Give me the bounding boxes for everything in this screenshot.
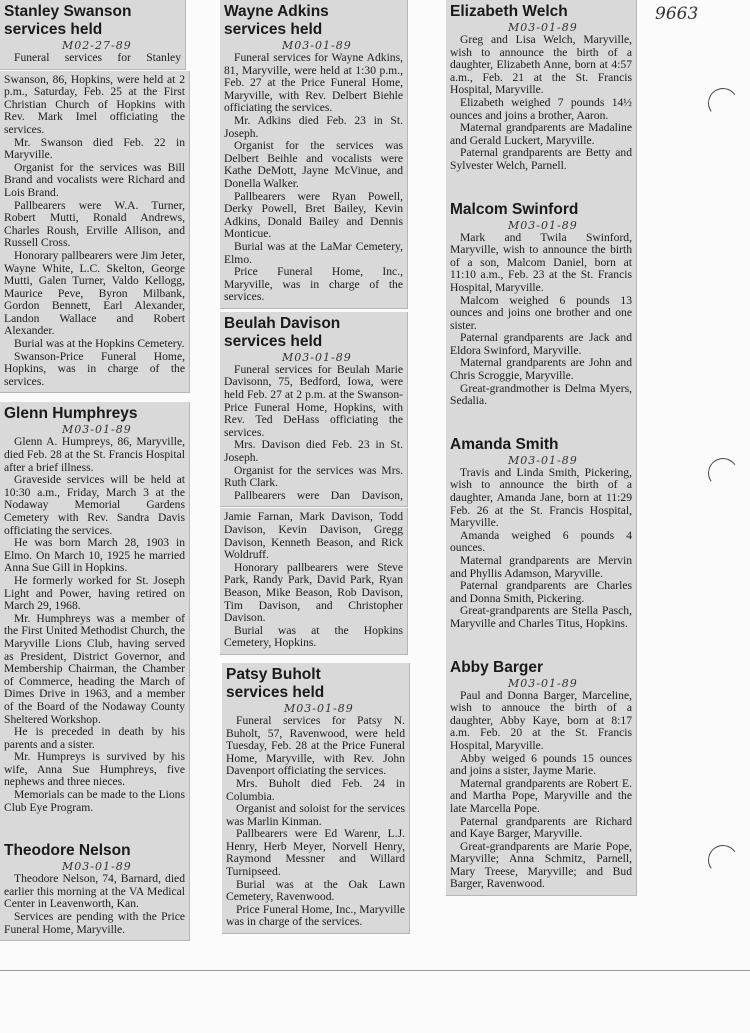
article-paragraph: Great-grandparents are Marie Pope, Maryville; Anna Schmitz, Parnell, Mary Treese, Maryville; and Bud Barger, Ravenwood. (450, 839, 632, 891)
article-paragraph: Greg and Lisa Welch, Maryville, wish to announce the birth of a daughter, Elizabeth Anne, born at 4:57 a.m., Feb. 21 at the St. Francis Hospital, Maryville. (450, 33, 632, 97)
handwritten-date-note: M03-01-89 (282, 350, 352, 364)
article-paragraph: Organist for the services was Bill Brand and vocalists were Richard and Lois Brand. (4, 160, 185, 199)
page-edge-line (0, 970, 750, 971)
news-article (4, 405, 185, 814)
handwritten-date-note: M03-01-89 (508, 453, 578, 467)
article-headline: services held (224, 21, 323, 38)
article-paragraph: Honorary pallbearers were Steve Park, Randy Park, David Park, Ryan Beason, Mike Beason, Rob Davison, Tim Davison, and Christopher Davison. (224, 560, 403, 625)
article-paragraph: Funeral services for Wayne Adkins, 81, Maryville, were held at 1:30 p.m., Feb. 27 at the Price Funeral Home, Maryville, with Rev. Delbert Biehle officiating the services. (224, 51, 403, 115)
article-paragraph: Burial was at the LaMar Cemetery, Elmo. (224, 239, 403, 266)
article-paragraph: Swanson-Price Funeral Home, Hopkins, was in charge of the services. (4, 349, 185, 388)
handwritten-date-note: M03-01-89 (62, 423, 132, 437)
article-paragraph: Theodore Nelson, 74, Barnard, died earlier this morning at the VA Medical Center in Leavenworth, Kan. (4, 872, 185, 911)
article-paragraph: Amanda weighed 6 pounds 4 ounces. (450, 528, 632, 555)
article-paragraph: Pallbearers were Ed Warenr, L.J. Henry, Herb Meyer, Norvell Henry, Raymond Messner and Willard Turnipseed. (226, 827, 405, 879)
article-paragraph: Organist and soloist for the services was Marlin Kinman. (226, 802, 405, 828)
handwritten-date-note: M03-01-89 (282, 39, 352, 52)
news-article (450, 659, 632, 892)
article-paragraph: Funeral services for Patsy N. Buholt, 57, Ravenwood, were held Tuesday, Feb. 28 at the Price Funeral Home, Maryville, with Rev. John Davenport officiating the services. (226, 713, 405, 778)
article-headline: Stanley Swanson (4, 3, 132, 20)
article-headline: Wayne Adkins (224, 3, 329, 20)
article-paragraph: Graveside services will be held at 10:30 a.m., Friday, March 3 at the Nodaway Memorial Gardens Cemetery with Rev. Sandra Davis officiating the services. (4, 473, 185, 537)
article-paragraph: Price Funeral Home, Inc., Maryville, was in charge of the services. (224, 265, 403, 304)
clipping-wayne-adkins (220, 0, 408, 309)
article-paragraph: Pallbearers were Ryan Powell, Derky Powell, Bret Bailey, Kevin Adkins, Donald Bailey and Dennis Monticue. (224, 189, 403, 241)
article-paragraph: Jamie Farnan, Mark Davison, Todd Davison, Kevin Davison, Gregg Davison, Kenneth Beason, and Rick Woldruff. (224, 510, 403, 562)
article-headline: Theodore Nelson (4, 842, 131, 860)
article-paragraph: Mr. Adkins died Feb. 23 in St. Joseph. (224, 113, 403, 140)
article-headline: Elizabeth Welch (450, 3, 568, 20)
news-article (450, 436, 632, 631)
article-paragraph: Paul and Donna Barger, Marceline, wish to annouce the birth of a daughter, Abby Kaye, born at 8:17 a.m. Feb. 20 at the St. Francis Hospital, Maryville. (450, 688, 632, 752)
article-paragraph: Organist for the services was Delbert Beihle and vocalists were Kathe DeMott, Jayne McVinue, and Donella Walker. (224, 139, 403, 190)
article-paragraph: Funeral services for Stanley (14, 51, 181, 64)
article-headline: Malcom Swinford (450, 200, 579, 218)
article-paragraph: Mr. Humpreys is survived by his wife, Anna Sue Humphreys, five nephews and three nieces. (4, 750, 185, 789)
clipping-beulah-davison-body (220, 508, 408, 655)
column-middle (220, 0, 410, 934)
article-headline: Glenn Humphreys (4, 405, 138, 423)
article-headline: Beulah Davison (224, 314, 341, 332)
news-article (450, 201, 632, 408)
news-article (224, 315, 403, 503)
article-headline: Abby Barger (450, 658, 544, 676)
article-paragraph: Mr. Humphreys was a member of the First United Methodist Church, the Maryville Lions Club, having served as President, District Governor, and Membership Chairman, the Chamber of Commerce, heading the March of Dimes Drive in 1963, and a member of the Board of the Nodaway County Sheltered Workshop. (4, 611, 185, 726)
article-paragraph: Maternal grandparents are Mervin and Phyllis Adamson, Maryville. (450, 554, 632, 580)
news-article (4, 3, 181, 65)
article-paragraph: Mrs. Buholt died Feb. 24 in Columbia. (226, 776, 405, 803)
article-paragraph: Maternal grandparents are Robert E. and Martha Pope, Maryville and the late Marcella Pope. (450, 776, 632, 815)
article-paragraph: Glenn A. Humpreys, 86, Maryville, died Feb. 28 at the St. Francis Hospital after a brief illness. (4, 435, 185, 474)
article-paragraph: Travis and Linda Smith, Pickering, wish to announce the birth of a daughter, Amanda Jane, born at 11:29 Feb. 26 at the St. Francis Hospital, Maryville. (450, 465, 632, 530)
article-paragraph: Honorary pallbearers were Jim Jeter, Wayne White, L.C. Skelton, George Mutti, Galen Turner, Valdo Kellogg, Maurice Peve, Byron Milbank, Gordon Bennett, Earl Alexander, Landon Wallace and Robert Alexander. (4, 248, 185, 338)
article-paragraph: Mr. Swanson died Feb. 22 in Maryville. (4, 135, 185, 162)
column-right (446, 0, 637, 896)
article-paragraph: Paternal grandparents are Charles and Donna Smith, Pickering. (450, 579, 632, 605)
article-paragraph: Elizabeth weighed 7 pounds 14½ ounces and joins a brother, Aaron. (450, 95, 632, 122)
news-article (450, 3, 632, 173)
article-paragraph: Mark and Twila Swinford, Maryville, wish to announce the birth of a son, Malcom Daniel, born at 11:10 a.m., Feb. 23 at the St. Francis Hospital, Maryville. (450, 230, 632, 294)
article-paragraph: Burial was at the Oak Lawn Cemetery, Ravenwood. (226, 877, 405, 904)
clipping-stanley-swanson-body (0, 71, 190, 394)
handwritten-date-note: M03-01-89 (62, 860, 132, 874)
handwritten-date-note: M02-27-89 (62, 39, 132, 52)
news-article (4, 842, 185, 936)
article-paragraph: He formerly worked for St. Joseph Light and Power, having retired on March 29, 1968. (4, 573, 185, 613)
article-headline: Amanda Smith (450, 435, 559, 453)
clipping-humphreys-nelson (0, 402, 190, 941)
article-headline: Patsy Buholt (226, 665, 321, 683)
article-headline: services held (4, 21, 103, 38)
article-paragraph: Pallbearers were W.A. Turner, Robert Mutti, Ronald Andrews, Charles Roush, Erville Allison, and Russell Cross. (4, 198, 185, 250)
article-paragraph: Mrs. Davison died Feb. 23 in St. Joseph. (224, 438, 403, 465)
column-left (0, 0, 190, 941)
article-paragraph: Funeral services for Beulah Marie Davisonn, 75, Bedford, Iowa, were held Feb. 27 at 2 p.m. at the Swanson-Price Funeral Home, Hopkins, with Rev. Ted DeHass officiating the services. (224, 362, 403, 439)
article-paragraph: He was born March 28, 1903 in Elmo. On March 10, 1925 he married Anna Sue Gill in Hopkins. (4, 536, 185, 575)
news-article (224, 3, 403, 304)
handwritten-date-note: M03-01-89 (508, 676, 578, 690)
article-paragraph: Organist for the services was Mrs. Ruth Clark. (224, 463, 403, 490)
article-paragraph: Paternal grandparents are Jack and Eldora Swinford, Maryville. (450, 331, 632, 357)
article-paragraph: Malcom weighed 6 pounds 13 ounces and joins one brother and one sister. (450, 293, 632, 332)
clipping-birth-announcements (446, 0, 637, 896)
handwritten-page-number: 9663 (655, 4, 699, 24)
article-paragraph: Abby weiged 6 pounds 15 ounces and joins a sister, Jayme Marie. (450, 751, 632, 778)
news-article (4, 74, 185, 389)
handwritten-date-note: M03-01-89 (508, 218, 578, 232)
article-paragraph: Price Funeral Home, Inc., Maryville was in charge of the services. (226, 902, 405, 929)
article-paragraph: Maternal grandparents are Madaline and Gerald Luckert, Maryville. (450, 121, 632, 147)
article-paragraph: Memorials can be made to the Lions Club Eye Program. (4, 788, 185, 814)
handwritten-date-note: M03-01-89 (508, 21, 578, 34)
article-paragraph: Swanson, 86, Hopkins, were held at 2 p.m., Saturday, Feb. 25 at the First Christian Church of Hopkins with Rev. Mark Imel officiating the services. (4, 72, 185, 136)
news-article (224, 511, 403, 650)
article-headline: services held (224, 332, 323, 350)
article-paragraph: Paternal grandparents are Betty and Sylvester Welch, Parnell. (450, 146, 632, 172)
article-paragraph: Burial was at the Hopkins Cemetery. (14, 337, 185, 351)
article-paragraph: Services are pending with the Price Funeral Home, Maryville. (4, 910, 185, 936)
article-paragraph: Great-grandparents are Stella Pasch, Maryville and Charles Titus, Hopkins. (450, 604, 632, 630)
handwritten-date-note: M03-01-89 (284, 701, 354, 715)
article-headline: services held (226, 683, 325, 701)
article-paragraph: Great-grandmother is Delma Myers, Sedalia. (450, 381, 632, 408)
news-article (226, 666, 405, 929)
article-paragraph: Paternal grandparents are Richard and Kaye Barger, Maryville. (450, 814, 632, 841)
article-paragraph: Pallbearers were Dan Davison, (234, 488, 403, 502)
article-paragraph: Maternal grandparents are John and Chris Scroggie, Maryville. (450, 356, 632, 383)
article-paragraph: He is preceded in death by his parents and a sister. (4, 725, 185, 751)
clipping-patsy-buholt (222, 663, 410, 934)
clipping-beulah-davison-top (220, 312, 408, 508)
article-paragraph: Burial was at the Hopkins Cemetery, Hopkins. (224, 623, 403, 650)
clipping-stanley-swanson-top (0, 0, 186, 70)
